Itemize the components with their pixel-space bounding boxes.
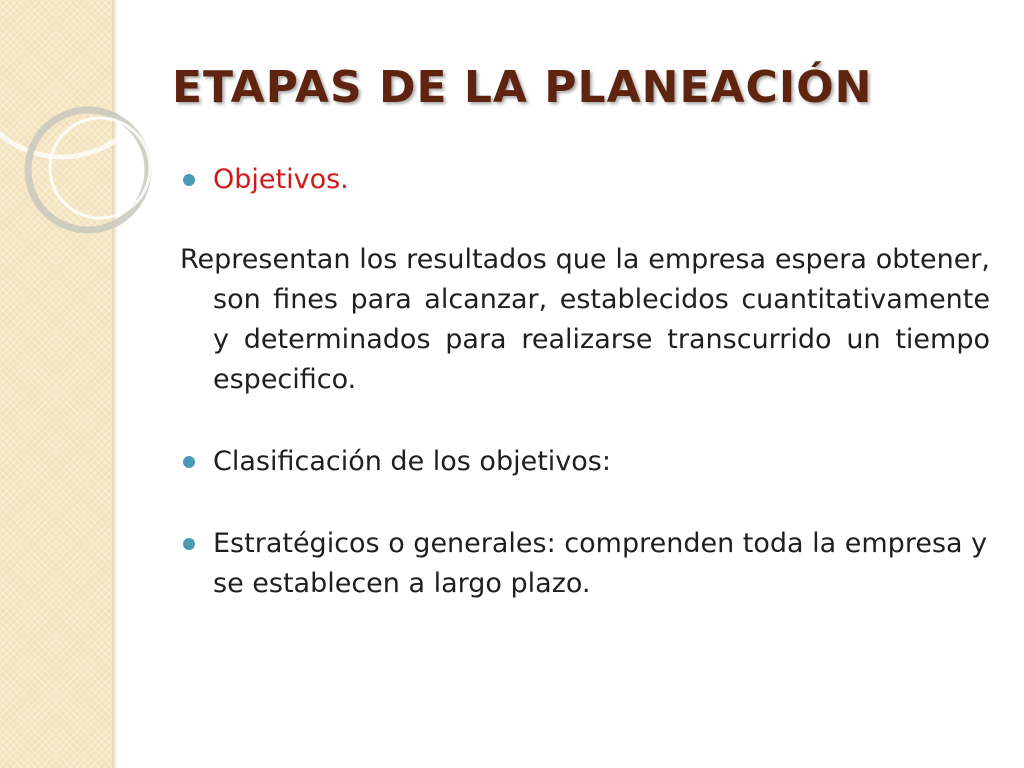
- bullet-dot-icon: [183, 456, 195, 468]
- slide-title: ETAPAS DE LA PLANEACIÓN: [172, 62, 873, 113]
- decorative-rings: [0, 0, 200, 300]
- slide-body: [180, 160, 990, 604]
- inner-ring: [50, 118, 150, 218]
- bullet-item-objetivos: [180, 160, 990, 200]
- bullet-text: Estratégicos o generales: comprenden toda la empresa y se establecen a largo plazo.: [213, 528, 988, 599]
- bullet-text: Clasificación de los objetivos:: [213, 446, 611, 477]
- bullet-dot-icon: [183, 174, 195, 186]
- bullet-text: Objetivos.: [213, 164, 349, 195]
- bullet-item-clasificacion: [180, 442, 990, 482]
- bullet-dot-icon: [183, 538, 195, 550]
- paragraph-definition: Representan los resultados que la empresa espera obtener, son fines para alcanzar, establecidos cuantitativamente y determinados para realizarse transcurrido un tiempo especifico.: [180, 244, 990, 395]
- bullet-item-estrategicos: [180, 524, 990, 604]
